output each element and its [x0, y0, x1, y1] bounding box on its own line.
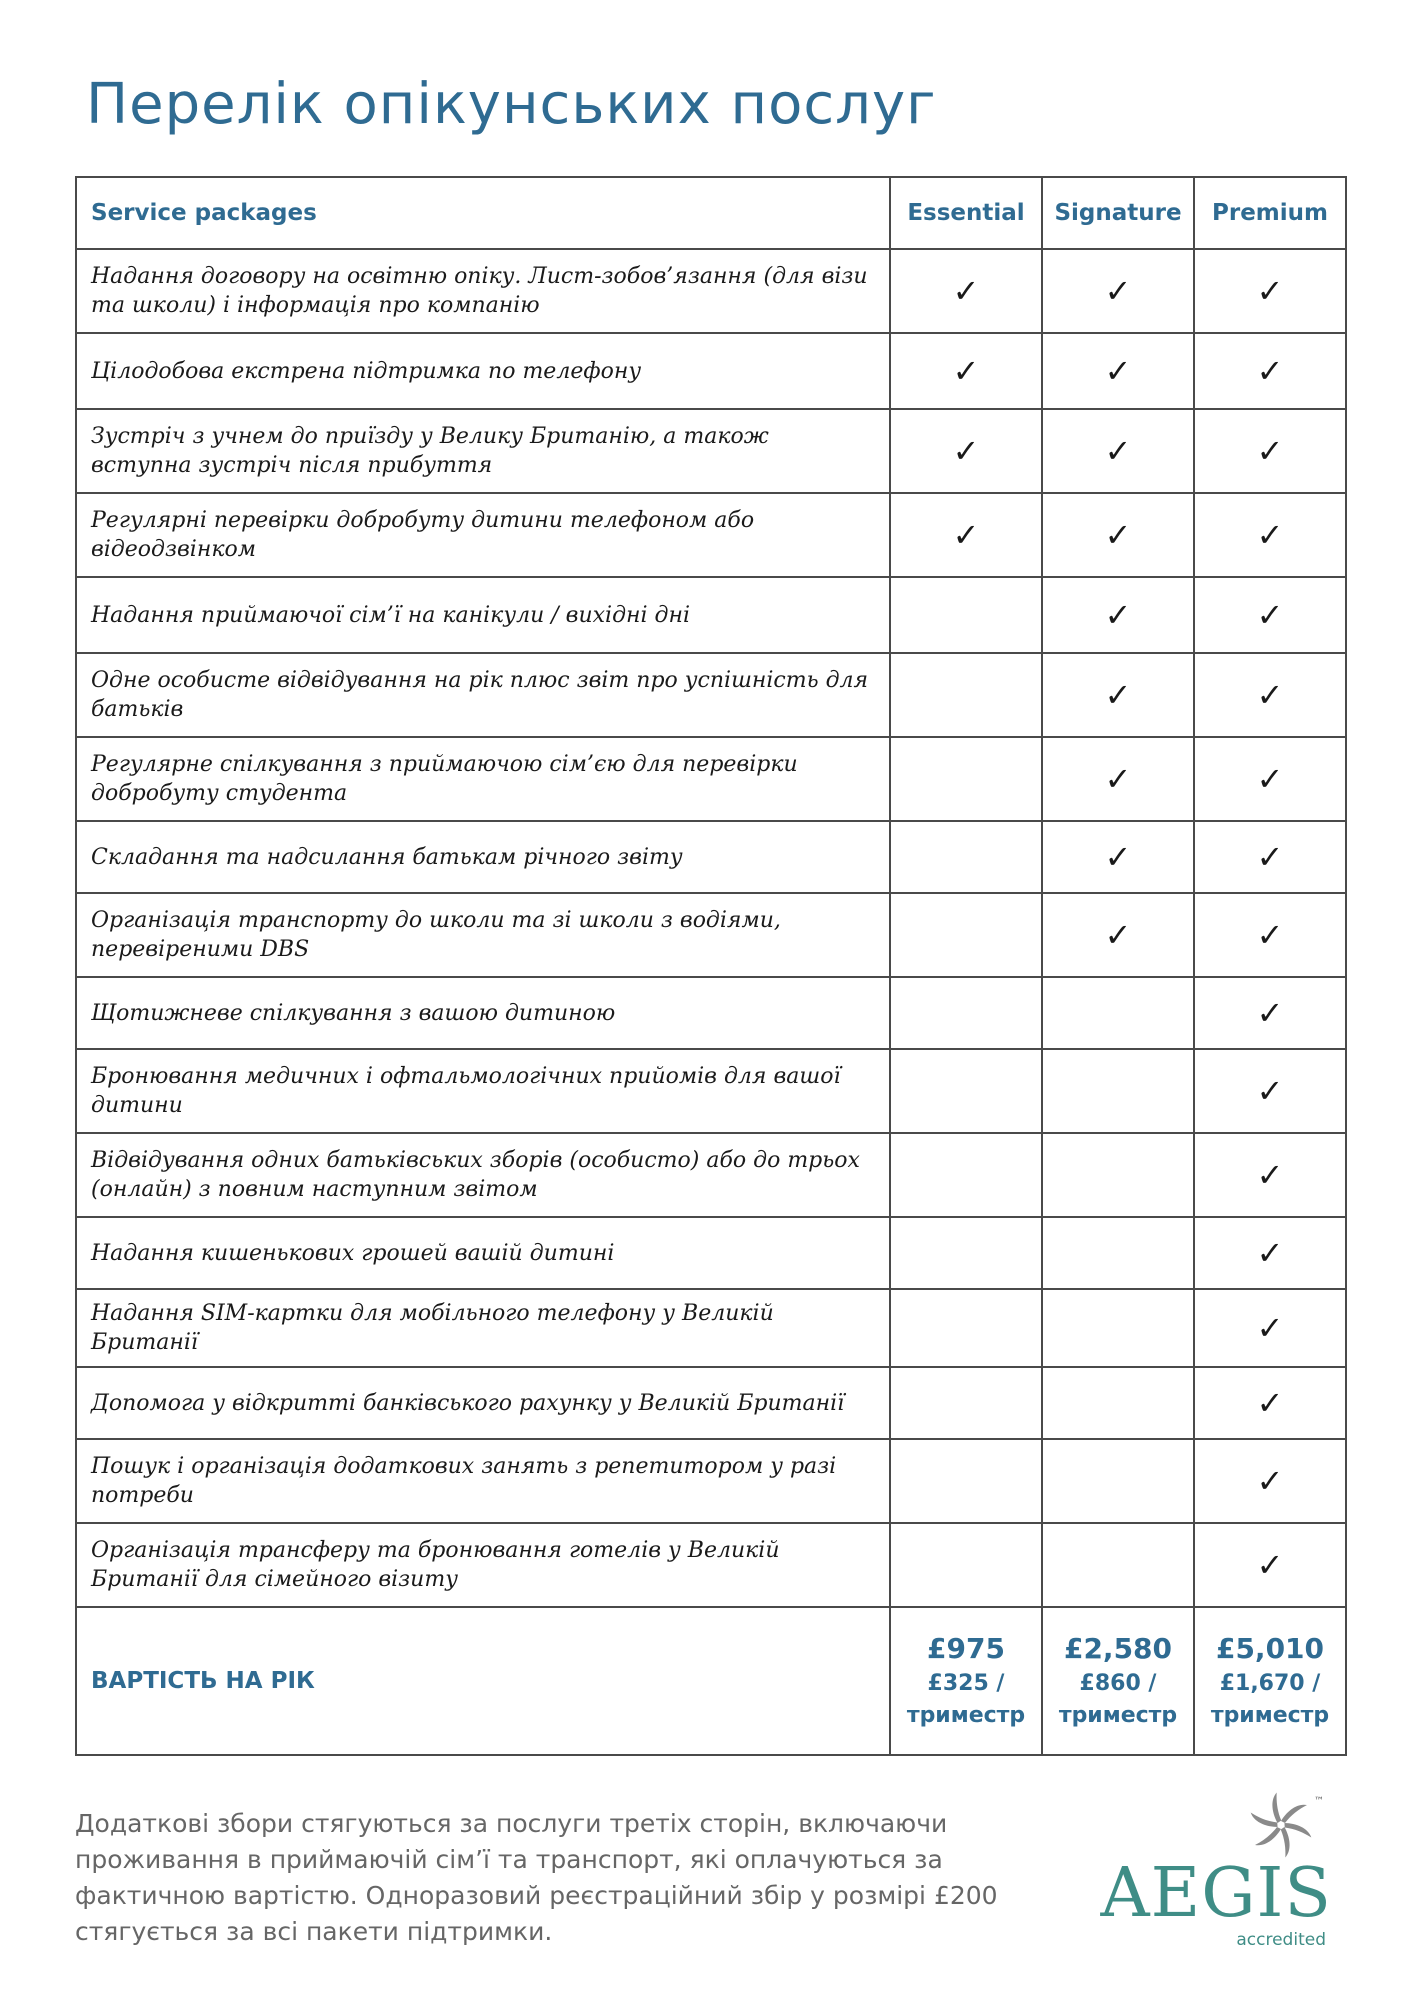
service-description: Допомога у відкритті банківського рахунку у Великій Британії: [76, 1367, 890, 1439]
check-cell-premium: [1194, 893, 1346, 977]
check-cell-signature: [1042, 821, 1194, 893]
service-description: Надання приймаючої сім’ї на канікули / вихідні дні: [76, 577, 890, 653]
check-cell-essential: [890, 653, 1042, 737]
check-cell-signature: [1042, 1217, 1194, 1289]
service-description: Щотижневе спілкування з вашою дитиною: [76, 977, 890, 1049]
price-premium: [1194, 1607, 1346, 1755]
check-cell-essential: [890, 1439, 1042, 1523]
check-cell-premium: [1194, 1217, 1346, 1289]
checkmark-icon: ✓: [952, 432, 980, 470]
checkmark-icon: ✓: [1256, 596, 1284, 634]
checkmark-icon: ✓: [1256, 432, 1284, 470]
table-row: [76, 249, 1346, 333]
cost-label: ВАРТІСТЬ НА РІК: [76, 1607, 890, 1755]
checkmark-icon: ✓: [1256, 1546, 1284, 1584]
check-cell-essential: [890, 893, 1042, 977]
check-cell-essential: [890, 577, 1042, 653]
check-cell-essential: [890, 1133, 1042, 1217]
check-cell-essential: [890, 249, 1042, 333]
check-cell-premium: [1194, 577, 1346, 653]
check-cell-premium: [1194, 1133, 1346, 1217]
checkmark-icon: ✓: [1104, 432, 1132, 470]
check-cell-premium: [1194, 333, 1346, 409]
checkmark-icon: ✓: [1104, 352, 1132, 390]
aegis-swirl-icon: [1248, 1792, 1314, 1858]
service-description: Цілодобова екстрена підтримка по телефону: [76, 333, 890, 409]
check-cell-essential: [890, 1523, 1042, 1607]
service-description: Одне особисте відвідування на рік плюс звіт про успішність для батьків: [76, 653, 890, 737]
aegis-logo-text: AEGIS: [1100, 1854, 1332, 1933]
check-cell-premium: [1194, 1439, 1346, 1523]
check-cell-signature: [1042, 1289, 1194, 1367]
check-cell-signature: [1042, 1367, 1194, 1439]
table-row: [76, 1367, 1346, 1439]
checkmark-icon: ✓: [1256, 1072, 1284, 1110]
checkmark-icon: ✓: [1256, 676, 1284, 714]
service-description: Організація транспорту до школи та зі школи з водіями, перевіреними DBS: [76, 893, 890, 977]
checkmark-icon: ✓: [952, 272, 980, 310]
header-premium: Premium: [1194, 177, 1346, 249]
check-cell-essential: [890, 821, 1042, 893]
check-cell-essential: [890, 493, 1042, 577]
table-row: [76, 577, 1346, 653]
check-cell-signature: [1042, 1049, 1194, 1133]
checkmark-icon: ✓: [1256, 760, 1284, 798]
table-row: [76, 977, 1346, 1049]
price-essential-term: £325 /: [927, 1671, 1005, 1696]
table-row: [76, 737, 1346, 821]
service-description: Бронювання медичних і офтальмологічних прийомів для вашої дитини: [76, 1049, 890, 1133]
table-row: [76, 333, 1346, 409]
check-cell-signature: [1042, 333, 1194, 409]
header-essential: Essential: [890, 177, 1042, 249]
checkmark-icon: ✓: [1104, 272, 1132, 310]
check-cell-premium: [1194, 1289, 1346, 1367]
check-cell-essential: [890, 1049, 1042, 1133]
table-row: [76, 1523, 1346, 1607]
checkmark-icon: ✓: [1256, 1309, 1284, 1347]
cost-row: [76, 1607, 1346, 1755]
checkmark-icon: ✓: [1256, 1384, 1284, 1422]
page-title: Перелік опікунських послуг: [86, 72, 937, 137]
service-description: Регулярне спілкування з приймаючою сім’єю для перевірки добробуту студента: [76, 737, 890, 821]
service-description: Надання кишенькових грошей вашій дитині: [76, 1217, 890, 1289]
aegis-logo: [1100, 1792, 1340, 1952]
check-cell-signature: [1042, 893, 1194, 977]
service-description: Надання договору на освітню опіку. Лист-зобов’язання (для візи та школи) і інформація про компанію: [76, 249, 890, 333]
service-packages-table: [75, 176, 1347, 1756]
check-cell-essential: [890, 1367, 1042, 1439]
check-cell-signature: [1042, 653, 1194, 737]
table-row: [76, 653, 1346, 737]
check-cell-signature: [1042, 977, 1194, 1049]
service-description: Регулярні перевірки добробуту дитини телефоном або відеодзвінком: [76, 493, 890, 577]
service-rows: [76, 249, 1346, 1607]
price-essential: [890, 1607, 1042, 1755]
check-cell-signature: [1042, 409, 1194, 493]
check-cell-premium: [1194, 1049, 1346, 1133]
checkmark-icon: ✓: [1256, 516, 1284, 554]
check-cell-premium: [1194, 977, 1346, 1049]
header-service-packages: Service packages: [76, 177, 890, 249]
table-row: [76, 1439, 1346, 1523]
check-cell-premium: [1194, 737, 1346, 821]
price-essential-term-unit: триместр: [906, 1703, 1026, 1728]
checkmark-icon: ✓: [952, 352, 980, 390]
price-essential-annual: £975: [927, 1632, 1005, 1665]
table-row: [76, 821, 1346, 893]
checkmark-icon: ✓: [952, 516, 980, 554]
table-row: [76, 1049, 1346, 1133]
price-signature-term: £860 /: [1079, 1671, 1157, 1696]
check-cell-signature: [1042, 249, 1194, 333]
table-header-row: [76, 177, 1346, 249]
service-description: Відвідування одних батьківських зборів (особисто) або до трьох (онлайн) з повним наступним звітом: [76, 1133, 890, 1217]
check-cell-essential: [890, 1217, 1042, 1289]
table-row: [76, 409, 1346, 493]
table-row: [76, 1289, 1346, 1367]
check-cell-premium: [1194, 821, 1346, 893]
check-cell-premium: [1194, 1523, 1346, 1607]
service-description: Складання та надсилання батькам річного звіту: [76, 821, 890, 893]
service-description: Надання SIM-картки для мобільного телефону у Великій Британії: [76, 1289, 890, 1367]
price-signature: [1042, 1607, 1194, 1755]
check-cell-premium: [1194, 249, 1346, 333]
service-description: Пошук і організація додаткових занять з репетитором у разі потреби: [76, 1439, 890, 1523]
check-cell-premium: [1194, 409, 1346, 493]
checkmark-icon: ✓: [1256, 838, 1284, 876]
check-cell-signature: [1042, 1523, 1194, 1607]
check-cell-essential: [890, 409, 1042, 493]
checkmark-icon: ✓: [1256, 1462, 1284, 1500]
price-premium-term-unit: триместр: [1210, 1703, 1330, 1728]
check-cell-premium: [1194, 653, 1346, 737]
checkmark-icon: ✓: [1104, 516, 1132, 554]
check-cell-signature: [1042, 493, 1194, 577]
checkmark-icon: ✓: [1256, 352, 1284, 390]
checkmark-icon: ✓: [1104, 838, 1132, 876]
table-row: [76, 1133, 1346, 1217]
checkmark-icon: ✓: [1104, 916, 1132, 954]
table-row: [76, 893, 1346, 977]
check-cell-signature: [1042, 1133, 1194, 1217]
check-cell-signature: [1042, 577, 1194, 653]
check-cell-essential: [890, 977, 1042, 1049]
check-cell-signature: [1042, 1439, 1194, 1523]
check-cell-premium: [1194, 1367, 1346, 1439]
checkmark-icon: ✓: [1104, 596, 1132, 634]
checkmark-icon: ✓: [1256, 1156, 1284, 1194]
check-cell-signature: [1042, 737, 1194, 821]
service-description: Організація трансферу та бронювання готелів у Великій Британії для сімейного візиту: [76, 1523, 890, 1607]
checkmark-icon: ✓: [1104, 676, 1132, 714]
checkmark-icon: ✓: [1256, 994, 1284, 1032]
table-row: [76, 493, 1346, 577]
checkmark-icon: ✓: [1256, 916, 1284, 954]
price-premium-annual: £5,010: [1215, 1632, 1325, 1665]
trademark-symbol: ™: [1314, 1796, 1324, 1807]
check-cell-premium: [1194, 493, 1346, 577]
service-description: Зустріч з учнем до приїзду у Велику Британію, а також вступна зустріч після прибуття: [76, 409, 890, 493]
checkmark-icon: ✓: [1256, 1234, 1284, 1272]
checkmark-icon: ✓: [1256, 272, 1284, 310]
check-cell-essential: [890, 1289, 1042, 1367]
header-signature: Signature: [1042, 177, 1194, 249]
aegis-logo-sub: accredited: [1236, 1930, 1326, 1950]
footer-note: Додаткові збори стягуються за послуги третіх сторін, включаючи проживання в приймаючій сім’ї та транспорт, які оплачуються за фактичною вартістю. Одноразовий реєстраційний збір у розмірі £200 стягується за всі пакети підтримки.: [75, 1809, 998, 1946]
price-signature-annual: £2,580: [1063, 1632, 1173, 1665]
price-signature-term-unit: триместр: [1058, 1703, 1178, 1728]
price-premium-term: £1,670 /: [1219, 1671, 1321, 1696]
check-cell-essential: [890, 737, 1042, 821]
checkmark-icon: ✓: [1104, 760, 1132, 798]
table-row: [76, 1217, 1346, 1289]
check-cell-essential: [890, 333, 1042, 409]
